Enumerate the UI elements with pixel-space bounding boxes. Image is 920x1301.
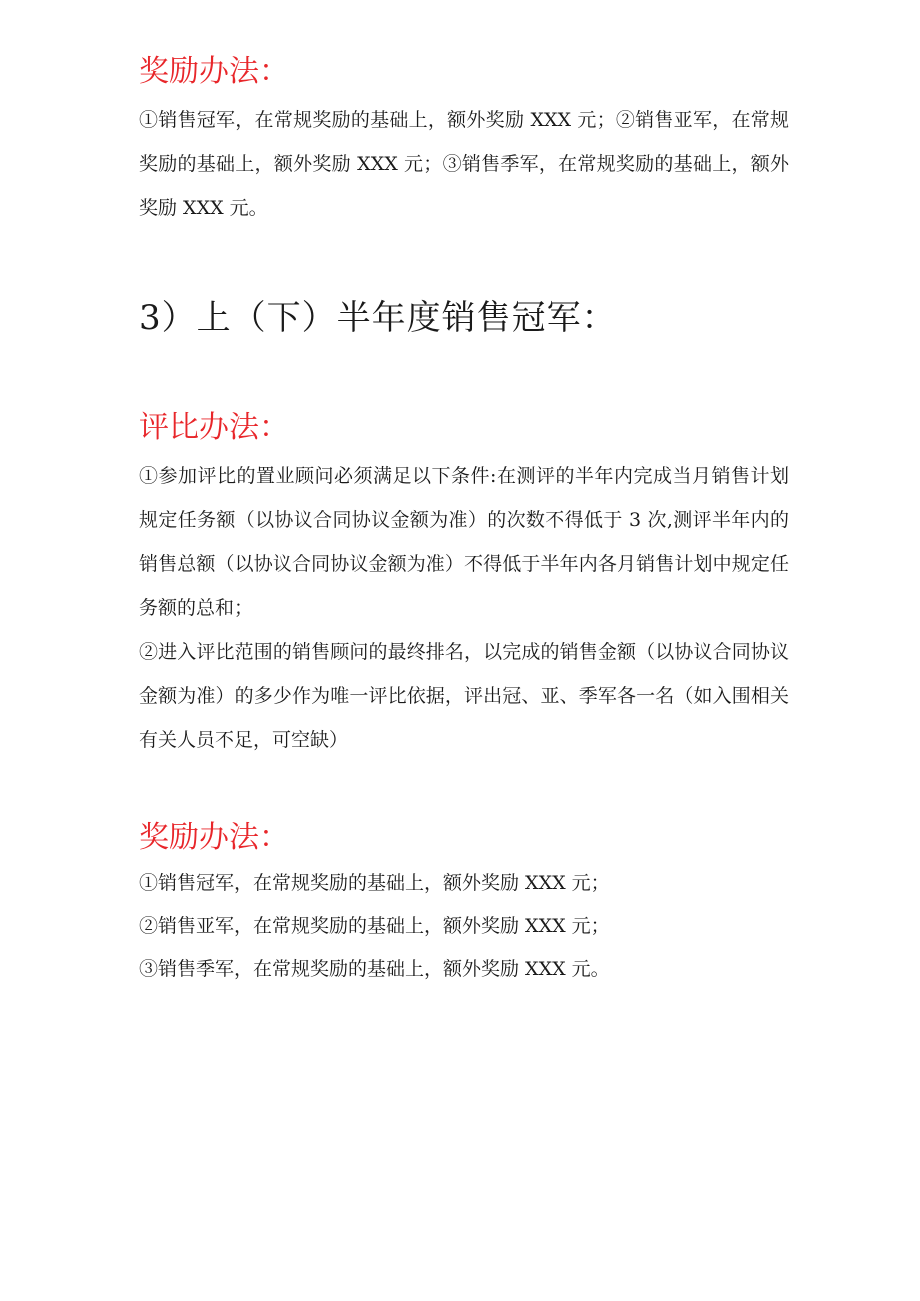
section-heading: 评比办法：: [139, 410, 289, 445]
evaluation-paragraph-1: ①参加评比的置业顾问必须满足以下条件:在测评的半年内完成当月销售计划规定任务额（以协议合同协议金额为准）的次数不得低于 3 次,测评半年内的销售总额（以协议合同协议金额为准）不得低于半年内各月销售计划中规定任务额的总和；: [139, 465, 789, 619]
section-reward-1: [139, 54, 789, 230]
reward-line-1: ①销售冠军，在常规奖励的基础上，额外奖励 XXX 元；: [139, 872, 610, 894]
section-heading: 奖励办法：: [139, 820, 289, 855]
section-reward-2: [139, 820, 789, 991]
section-main-title: [139, 298, 789, 338]
reward-paragraph: ①销售冠军，在常规奖励的基础上，额外奖励 XXX 元；②销售亚军，在常规奖励的基础上，额外奖励 XXX 元；③销售季军，在常规奖励的基础上，额外奖励 XXX 元。: [139, 109, 789, 219]
evaluation-paragraph-2: ②进入评比范围的销售顾问的最终排名，以完成的销售金额（以协议合同协议金额为准）的多少作为唯一评比依据，评出冠、亚、季军各一名（如入围相关有关人员不足，可空缺）: [139, 641, 789, 751]
reward-line-2: ②销售亚军，在常规奖励的基础上，额外奖励 XXX 元；: [139, 915, 610, 937]
section-evaluation: [139, 410, 789, 762]
section-heading: 奖励办法：: [139, 54, 289, 89]
main-heading: 3）上（下）半年度销售冠军：: [139, 298, 617, 338]
reward-line-3: ③销售季军，在常规奖励的基础上，额外奖励 XXX 元。: [139, 958, 610, 980]
